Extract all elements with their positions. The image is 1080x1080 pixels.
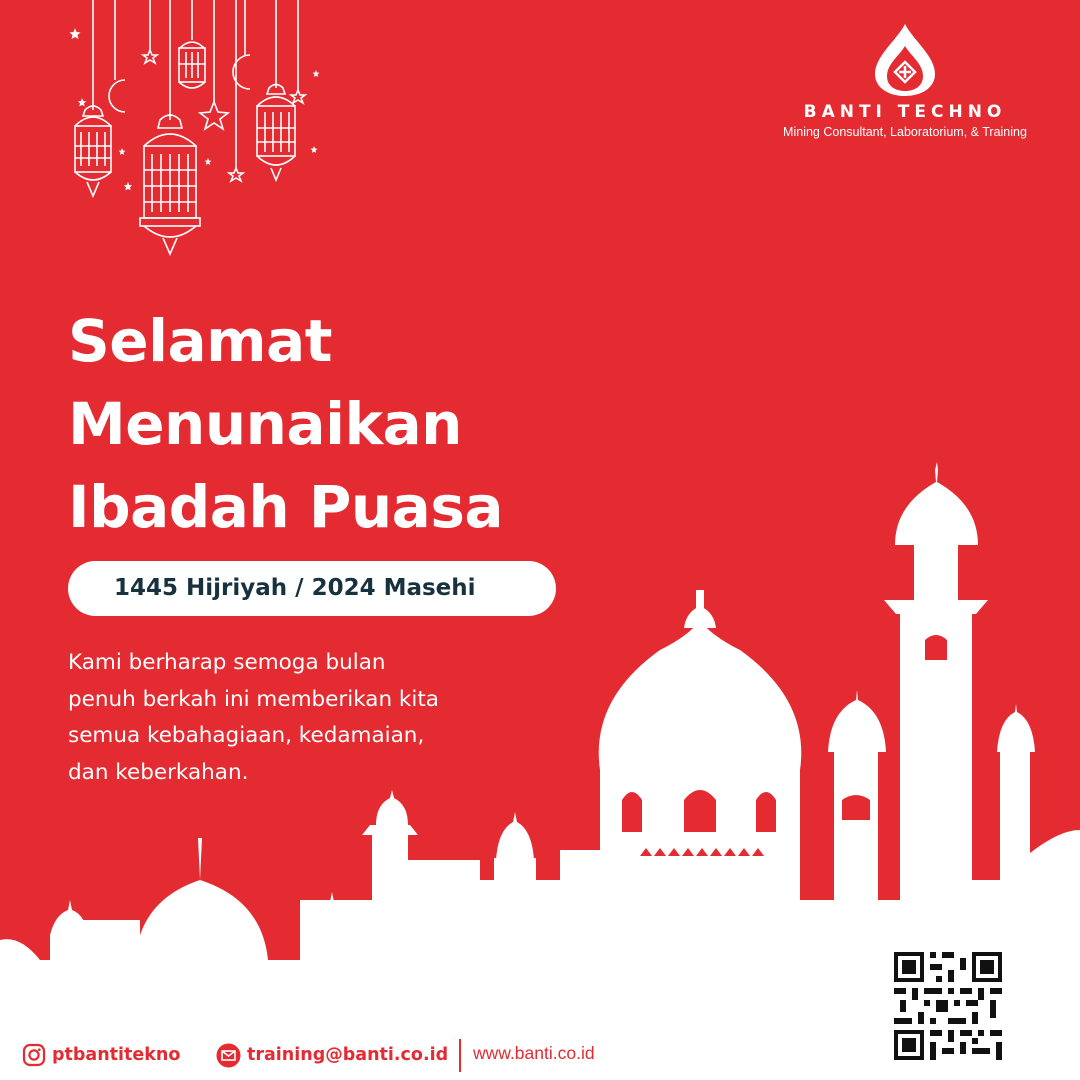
email-contact[interactable] <box>216 1042 448 1068</box>
instagram-handle[interactable] <box>22 1042 180 1068</box>
headline-line-1: Selamat <box>68 307 332 375</box>
date-badge: 1445 Hijriyah / 2024 Masehi <box>68 561 556 616</box>
brand-name: BANTI TECHNO <box>803 102 1007 122</box>
message-line-4: dan keberkahan. <box>68 759 249 785</box>
qr-code[interactable] <box>888 946 1008 1066</box>
qr-code-image <box>888 946 1008 1066</box>
footer-contacts <box>0 1030 880 1080</box>
instagram-icon <box>22 1043 46 1067</box>
instagram-label: ptbantitekno <box>52 1045 181 1065</box>
message-line-1: Kami berharap semoga bulan <box>68 650 386 675</box>
website-link[interactable]: www.banti.co.id <box>473 1043 595 1063</box>
headline-line-3: Ibadah Puasa <box>68 473 503 541</box>
email-label: training@banti.co.id <box>247 1045 449 1065</box>
footer-divider <box>459 1039 461 1072</box>
brand-tagline: Mining Consultant, Laboratorium, & Training <box>783 125 1027 139</box>
email-icon <box>216 1043 241 1068</box>
headline-line-2: Menunaikan <box>68 390 462 458</box>
message-line-2: penuh berkah ini memberikan kita <box>68 686 439 712</box>
message-line-3: semua kebahagiaan, kedamaian, <box>68 723 425 748</box>
